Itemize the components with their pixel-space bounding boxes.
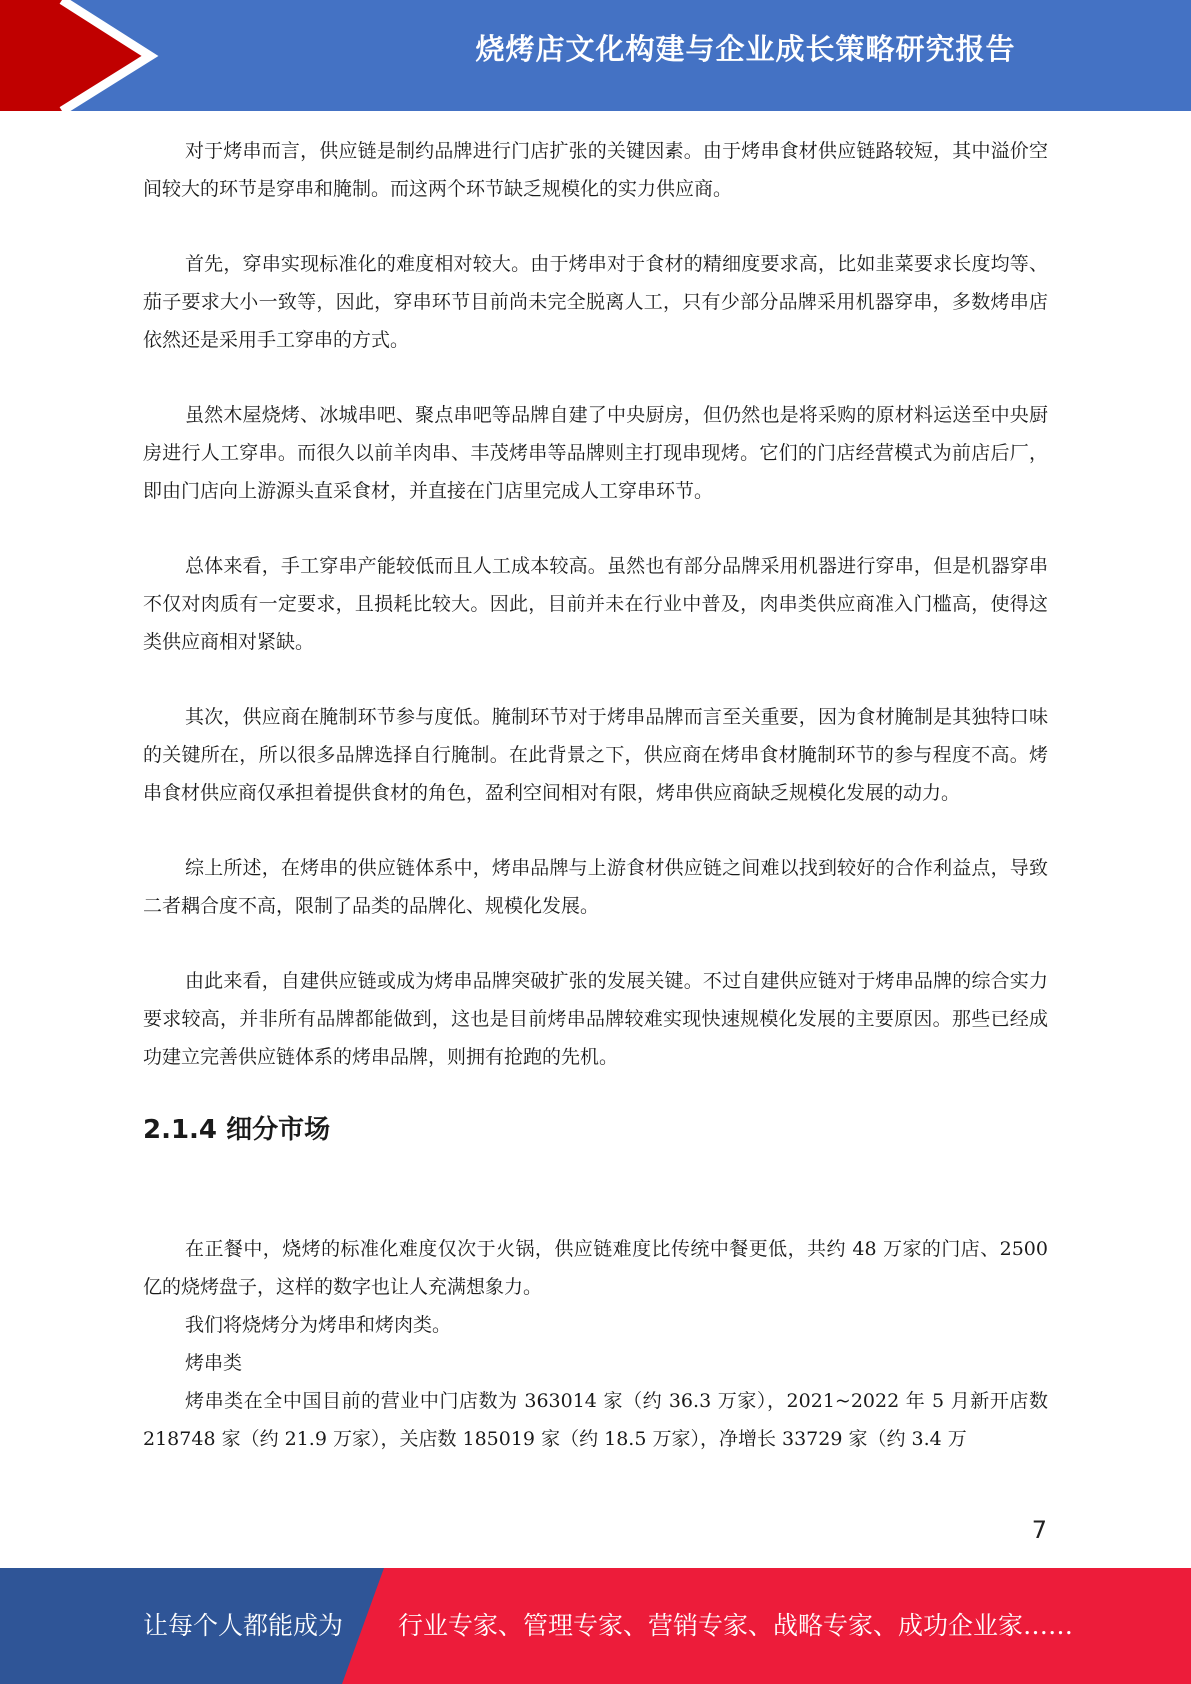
paragraph: 我们将烧烤分为烤串和烤肉类。 — [185, 1314, 452, 1336]
document-title: 烧烤店文化构建与企业成长策略研究报告 — [475, 32, 1016, 66]
paragraph-subheading: 烤串类 — [185, 1352, 243, 1374]
paragraph: 总体来看，手工穿串产能较低而且人工成本较高。虽然也有部分品牌采用机器进行穿串，但是机器穿串不仅对肉质有一定要求，且损耗比较大。因此，目前并未在行业中普及，肉串类供应商准入门槛高，使得这类供应商相对紧缺。 — [143, 555, 1048, 653]
paragraph: 对于烤串而言，供应链是制约品牌进行门店扩张的关键因素。由于烤串食材供应链路较短，其中溢价空间较大的环节是穿串和腌制。而这两个环节缺乏规模化的实力供应商。 — [143, 140, 1048, 200]
footer-slogan-left: 让每个人都能成为 — [143, 1611, 344, 1640]
page-footer — [0, 1568, 1191, 1684]
paragraph: 由此来看，自建供应链或成为烤串品牌突破扩张的发展关键。不过自建供应链对于烤串品牌的综合实力要求较高，并非所有品牌都能做到，这也是目前烤串品牌较难实现快速规模化发展的主要原因。那些已经成功建立完善供应链体系的烤串品牌，则拥有抢跑的先机。 — [143, 970, 1048, 1068]
section-heading: 2.1.4 细分市场 — [143, 1115, 331, 1145]
paragraph: 首先，穿串实现标准化的难度相对较大。由于烤串对于食材的精细度要求高，比如韭菜要求长度均等、茄子要求大小一致等，因此，穿串环节目前尚未完全脱离人工，只有少部分品牌采用机器穿串，多数烤串店依然还是采用手工穿串的方式。 — [143, 253, 1048, 351]
page-body — [143, 132, 1048, 1458]
paragraph: 烤串类在全中国目前的营业中门店数为 363014 家（约 36.3 万家），2021~2022 年 5 月新开店数 218748 家（约 21.9 万家），关店数 185019 家（约 18.5 万家），净增长 33729 家（约 3.4 万 — [143, 1390, 1048, 1450]
header-red-arrow — [0, 0, 150, 111]
paragraph: 在正餐中，烧烤的标准化难度仅次于火锅，供应链难度比传统中餐更低，共约 48 万家的门店、2500 亿的烧烤盘子，这样的数字也让人充满想象力。 — [143, 1238, 1048, 1298]
page-number: 7 — [1031, 1516, 1047, 1544]
paragraph: 其次，供应商在腌制环节参与度低。腌制环节对于烤串品牌而言至关重要，因为食材腌制是其独特口味的关键所在，所以很多品牌选择自行腌制。在此背景之下，供应商在烤串食材腌制环节的参与程度不高。烤串食材供应商仅承担着提供食材的角色，盈利空间相对有限，烤串供应商缺乏规模化发展的动力。 — [143, 706, 1048, 804]
footer-slogan-right: 行业专家、管理专家、营销专家、战略专家、成功企业家…… — [398, 1611, 1074, 1640]
paragraph: 虽然木屋烧烤、冰城串吧、聚点串吧等品牌自建了中央厨房，但仍然也是将采购的原材料运送至中央厨房进行人工穿串。而很久以前羊肉串、丰茂烤串等品牌则主打现串现烤。它们的门店经营模式为前店后厂，即由门店向上游源头直采食材，并直接在门店里完成人工穿串环节。 — [143, 404, 1048, 502]
page-header — [0, 0, 1191, 111]
paragraph: 综上所述，在烤串的供应链体系中，烤串品牌与上游食材供应链之间难以找到较好的合作利益点，导致二者耦合度不高，限制了品类的品牌化、规模化发展。 — [143, 857, 1048, 917]
